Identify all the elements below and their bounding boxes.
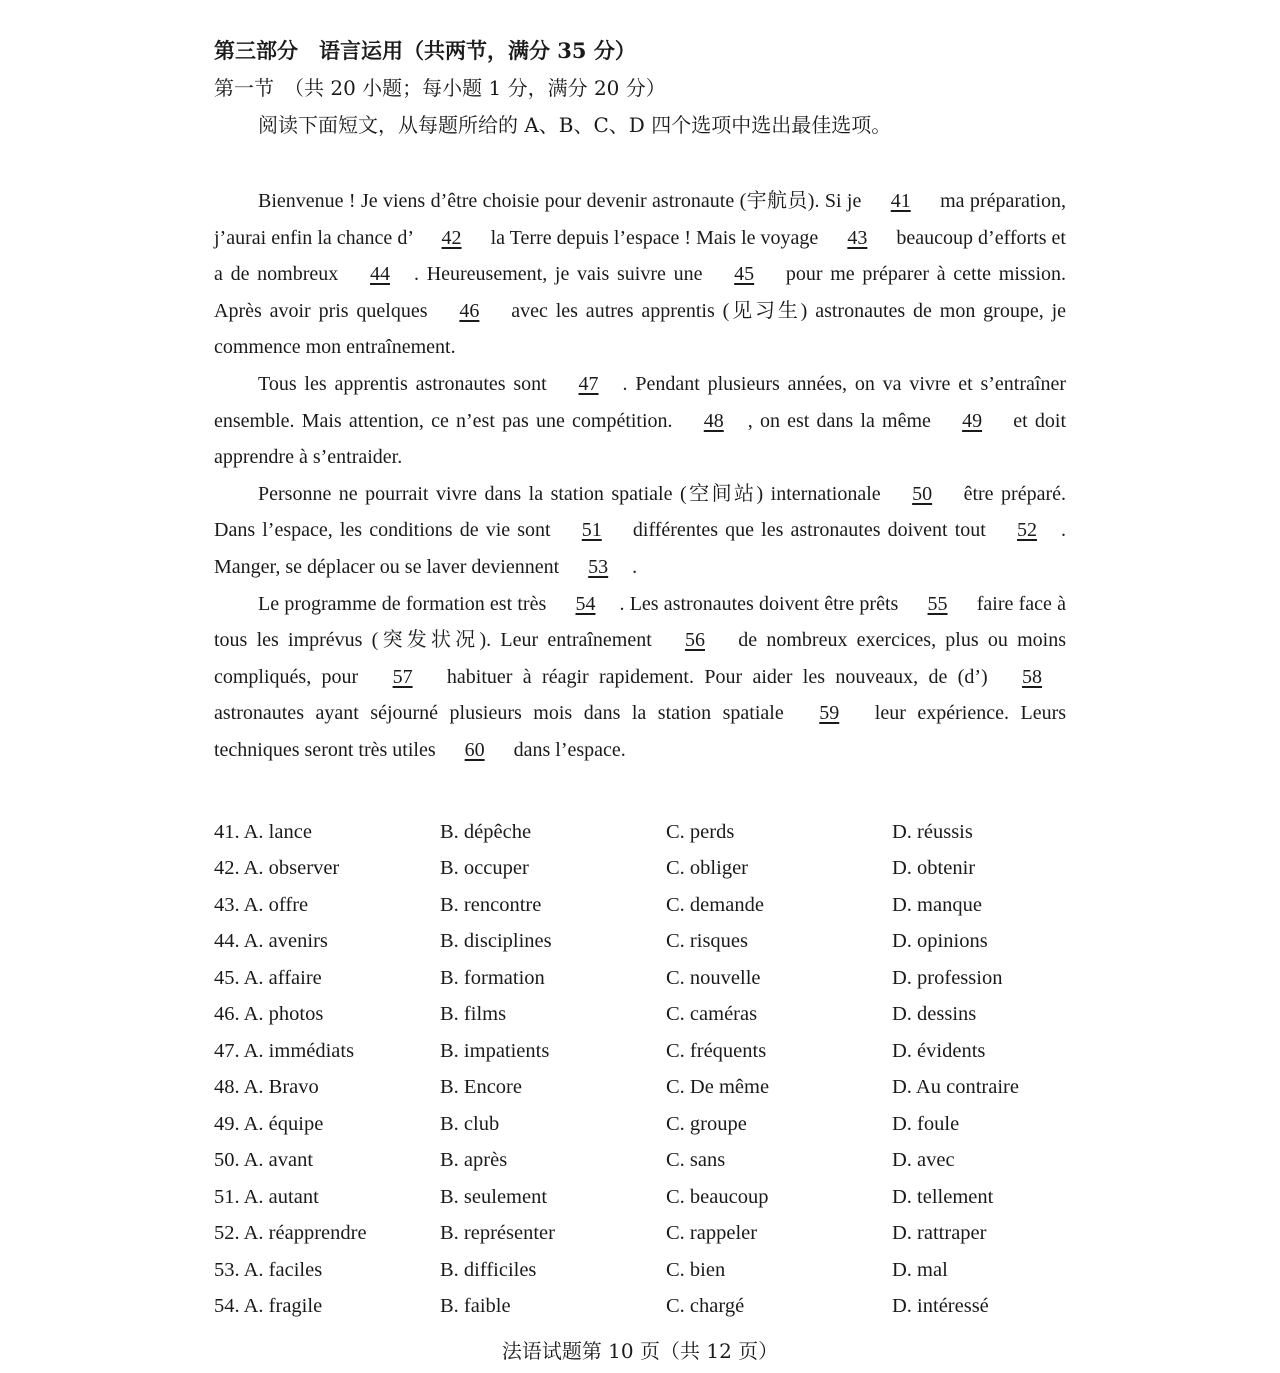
option-a: 45. A. affaire xyxy=(214,966,322,989)
answer-blank: 55 xyxy=(927,592,948,615)
option-c: C. risques xyxy=(666,930,748,952)
passage-text: et doit apprendre à s’entraider. xyxy=(214,409,1067,469)
answer-blank: 42 xyxy=(441,226,462,249)
answer-blank: 60 xyxy=(464,738,485,761)
question-options-row xyxy=(214,1109,1066,1146)
option-d: D. profession xyxy=(892,966,1003,989)
option-d: D. Au contraire xyxy=(892,1076,1019,1098)
answer-blank: 51 xyxy=(581,519,602,542)
option-a: 46. A. photos xyxy=(214,1003,324,1025)
passage-text: beaucoup d’efforts et a de nombreux xyxy=(214,226,1066,286)
option-d: D. tellement xyxy=(892,1185,994,1208)
option-d: D. obtenir xyxy=(892,857,976,879)
passage-text: , on est dans la même xyxy=(747,409,939,432)
answer-blank: 49 xyxy=(962,409,983,432)
option-b: B. seulement xyxy=(440,1185,548,1208)
passage-paragraph xyxy=(214,366,1066,476)
option-c: C. De même xyxy=(666,1076,770,1098)
option-d: D. mal xyxy=(892,1258,948,1281)
option-a: 52. A. réapprendre xyxy=(214,1222,367,1244)
option-c: C. caméras xyxy=(666,1003,758,1025)
passage-text: ma préparation, j’aurai enfin la chance d’ xyxy=(214,190,1066,249)
answer-blank: 57 xyxy=(392,665,413,688)
answer-blank: 56 xyxy=(685,629,706,652)
question-options-row xyxy=(214,1218,1066,1255)
answer-blank: 50 xyxy=(912,482,933,505)
option-b: B. formation xyxy=(440,966,545,989)
question-options-row xyxy=(214,1072,1066,1109)
option-d: D. intéressé xyxy=(892,1295,989,1317)
answer-blank: 52 xyxy=(1017,519,1037,542)
option-a: 43. A. offre xyxy=(214,893,309,916)
question-options-row xyxy=(214,817,1066,854)
option-d: D. rattraper xyxy=(892,1222,987,1244)
option-b: B. dépêche xyxy=(440,820,532,843)
option-d: D. réussis xyxy=(892,820,973,843)
option-b: B. rencontre xyxy=(440,893,542,916)
option-b: B. disciplines xyxy=(440,930,552,952)
option-b: B. faible xyxy=(440,1295,511,1317)
option-a: 41. A. lance xyxy=(214,820,312,843)
answer-blank: 46 xyxy=(459,299,480,322)
passage-text: avec les autres apprentis (见习生) astronautes de mon groupe, je commence mon entraînement. xyxy=(214,299,1067,359)
passage-text: de nombreux exercices, plus ou moins compliqués, pour xyxy=(214,629,1066,688)
passage-paragraph xyxy=(214,183,1066,366)
option-d: D. avec xyxy=(892,1149,955,1171)
instruction: 阅读下面短文，从每题所给的 A、B、C、D 四个选项中选出最佳选项。 xyxy=(258,113,892,137)
option-c: C. fréquents xyxy=(666,1039,767,1062)
question-options-row xyxy=(214,1145,1066,1182)
passage-paragraph xyxy=(214,476,1066,586)
option-b: B. club xyxy=(440,1112,500,1135)
passage-text: . Manger, se déplacer ou se laver deviennent xyxy=(214,519,1066,578)
option-b: B. difficiles xyxy=(440,1258,537,1281)
page-footer: 法语试题第 10 页（共 12 页） xyxy=(501,1339,779,1363)
answer-blank: 53 xyxy=(588,555,609,578)
passage-text: être préparé. Dans l’espace, les conditions de vie sont xyxy=(214,482,1066,542)
option-c: C. nouvelle xyxy=(666,966,761,989)
option-a: 53. A. faciles xyxy=(214,1258,323,1281)
passage-text: faire face à tous les imprévus (突发状况). Leur entraînement xyxy=(214,592,1067,652)
passage-text: Bienvenue ! Je viens d’être choisie pour devenir astronaute (宇航员). Si je xyxy=(258,190,867,212)
section-title: 第一节 （共 20 小题；每小题 1 分，满分 20 分） xyxy=(214,76,666,100)
option-c: C. obliger xyxy=(666,857,748,879)
option-a: 50. A. avant xyxy=(214,1149,314,1171)
answer-blank: 43 xyxy=(847,226,868,249)
part-title: 第三部分 语言运用（共两节，满分 35 分） xyxy=(214,38,636,63)
option-c: C. beaucoup xyxy=(666,1185,769,1208)
option-a: 44. A. avenirs xyxy=(214,930,328,952)
question-options-row xyxy=(214,926,1066,963)
answer-blank: 54 xyxy=(575,592,596,615)
option-b: B. après xyxy=(440,1149,508,1171)
question-options-row xyxy=(214,853,1066,890)
option-a: 54. A. fragile xyxy=(214,1295,323,1317)
answer-blank: 48 xyxy=(703,409,724,432)
option-b: B. occuper xyxy=(440,857,529,879)
option-b: B. impatients xyxy=(440,1039,550,1062)
question-options-row xyxy=(214,1036,1066,1073)
passage-text: dans l’espace. xyxy=(508,738,626,761)
option-c: C. demande xyxy=(666,893,764,916)
option-c: C. chargé xyxy=(666,1295,745,1317)
option-b: B. films xyxy=(440,1003,507,1025)
passage-text: habituer à réagir rapidement. Pour aider les nouveaux, de (d’) xyxy=(436,665,999,688)
passage-text: Le programme de formation est très xyxy=(258,592,552,615)
passage-paragraph xyxy=(214,586,1066,769)
option-b: B. représenter xyxy=(440,1222,555,1244)
answer-blank: 47 xyxy=(578,372,599,395)
option-c: C. sans xyxy=(666,1149,726,1171)
option-b: B. Encore xyxy=(440,1076,522,1098)
reading-passage xyxy=(214,183,1066,769)
passage-text: leur expérience. Leurs techniques seront très utiles xyxy=(214,702,1067,761)
passage-text: . xyxy=(632,555,638,578)
answer-blank: 41 xyxy=(890,190,911,212)
options-list xyxy=(214,817,1066,1328)
passage-text: la Terre depuis l’espace ! Mais le voyage xyxy=(485,226,824,249)
exam-page xyxy=(214,36,1066,1328)
option-a: 42. A. observer xyxy=(214,857,340,879)
option-d: D. dessins xyxy=(892,1003,977,1025)
passage-text: Tous les apprentis astronautes sont xyxy=(258,372,555,395)
option-d: D. évidents xyxy=(892,1039,986,1062)
question-options-row xyxy=(214,890,1066,927)
question-options-row xyxy=(214,1255,1066,1292)
passage-text: Personne ne pourrait vivre dans la station spatiale (空间站) internationale xyxy=(258,482,889,505)
question-options-row xyxy=(214,1291,1066,1328)
question-options-row xyxy=(214,1182,1066,1219)
option-c: C. bien xyxy=(666,1258,726,1281)
option-c: C. perds xyxy=(666,820,735,843)
answer-blank: 59 xyxy=(819,702,840,725)
answer-blank: 45 xyxy=(734,263,755,286)
passage-text: différentes que les astronautes doivent tout xyxy=(625,519,993,542)
question-options-row xyxy=(214,963,1066,1000)
passage-text: . Heureusement, je vais suivre une xyxy=(413,263,711,286)
passage-text: astronautes ayant séjourné plusieurs mois dans la station spatiale xyxy=(214,702,796,725)
option-c: C. rappeler xyxy=(666,1222,758,1244)
option-a: 49. A. équipe xyxy=(214,1112,324,1135)
passage-text: . Pendant plusieurs années, on va vivre et s’entraîner ensemble. Mais attention, ce n’est pas une compétition. xyxy=(214,372,1066,432)
question-options-row xyxy=(214,999,1066,1036)
answer-blank: 58 xyxy=(1022,665,1043,688)
answer-blank: 44 xyxy=(369,263,390,286)
option-a: 47. A. immédiats xyxy=(214,1039,355,1062)
option-d: D. manque xyxy=(892,893,982,916)
option-d: D. foule xyxy=(892,1112,960,1135)
option-a: 51. A. autant xyxy=(214,1185,319,1208)
option-c: C. groupe xyxy=(666,1112,747,1135)
option-a: 48. A. Bravo xyxy=(214,1076,319,1098)
passage-text: pour me préparer à cette mission. Après avoir pris quelques xyxy=(214,263,1066,322)
option-d: D. opinions xyxy=(892,930,988,952)
passage-text: . Les astronautes doivent être prêts xyxy=(619,592,904,615)
